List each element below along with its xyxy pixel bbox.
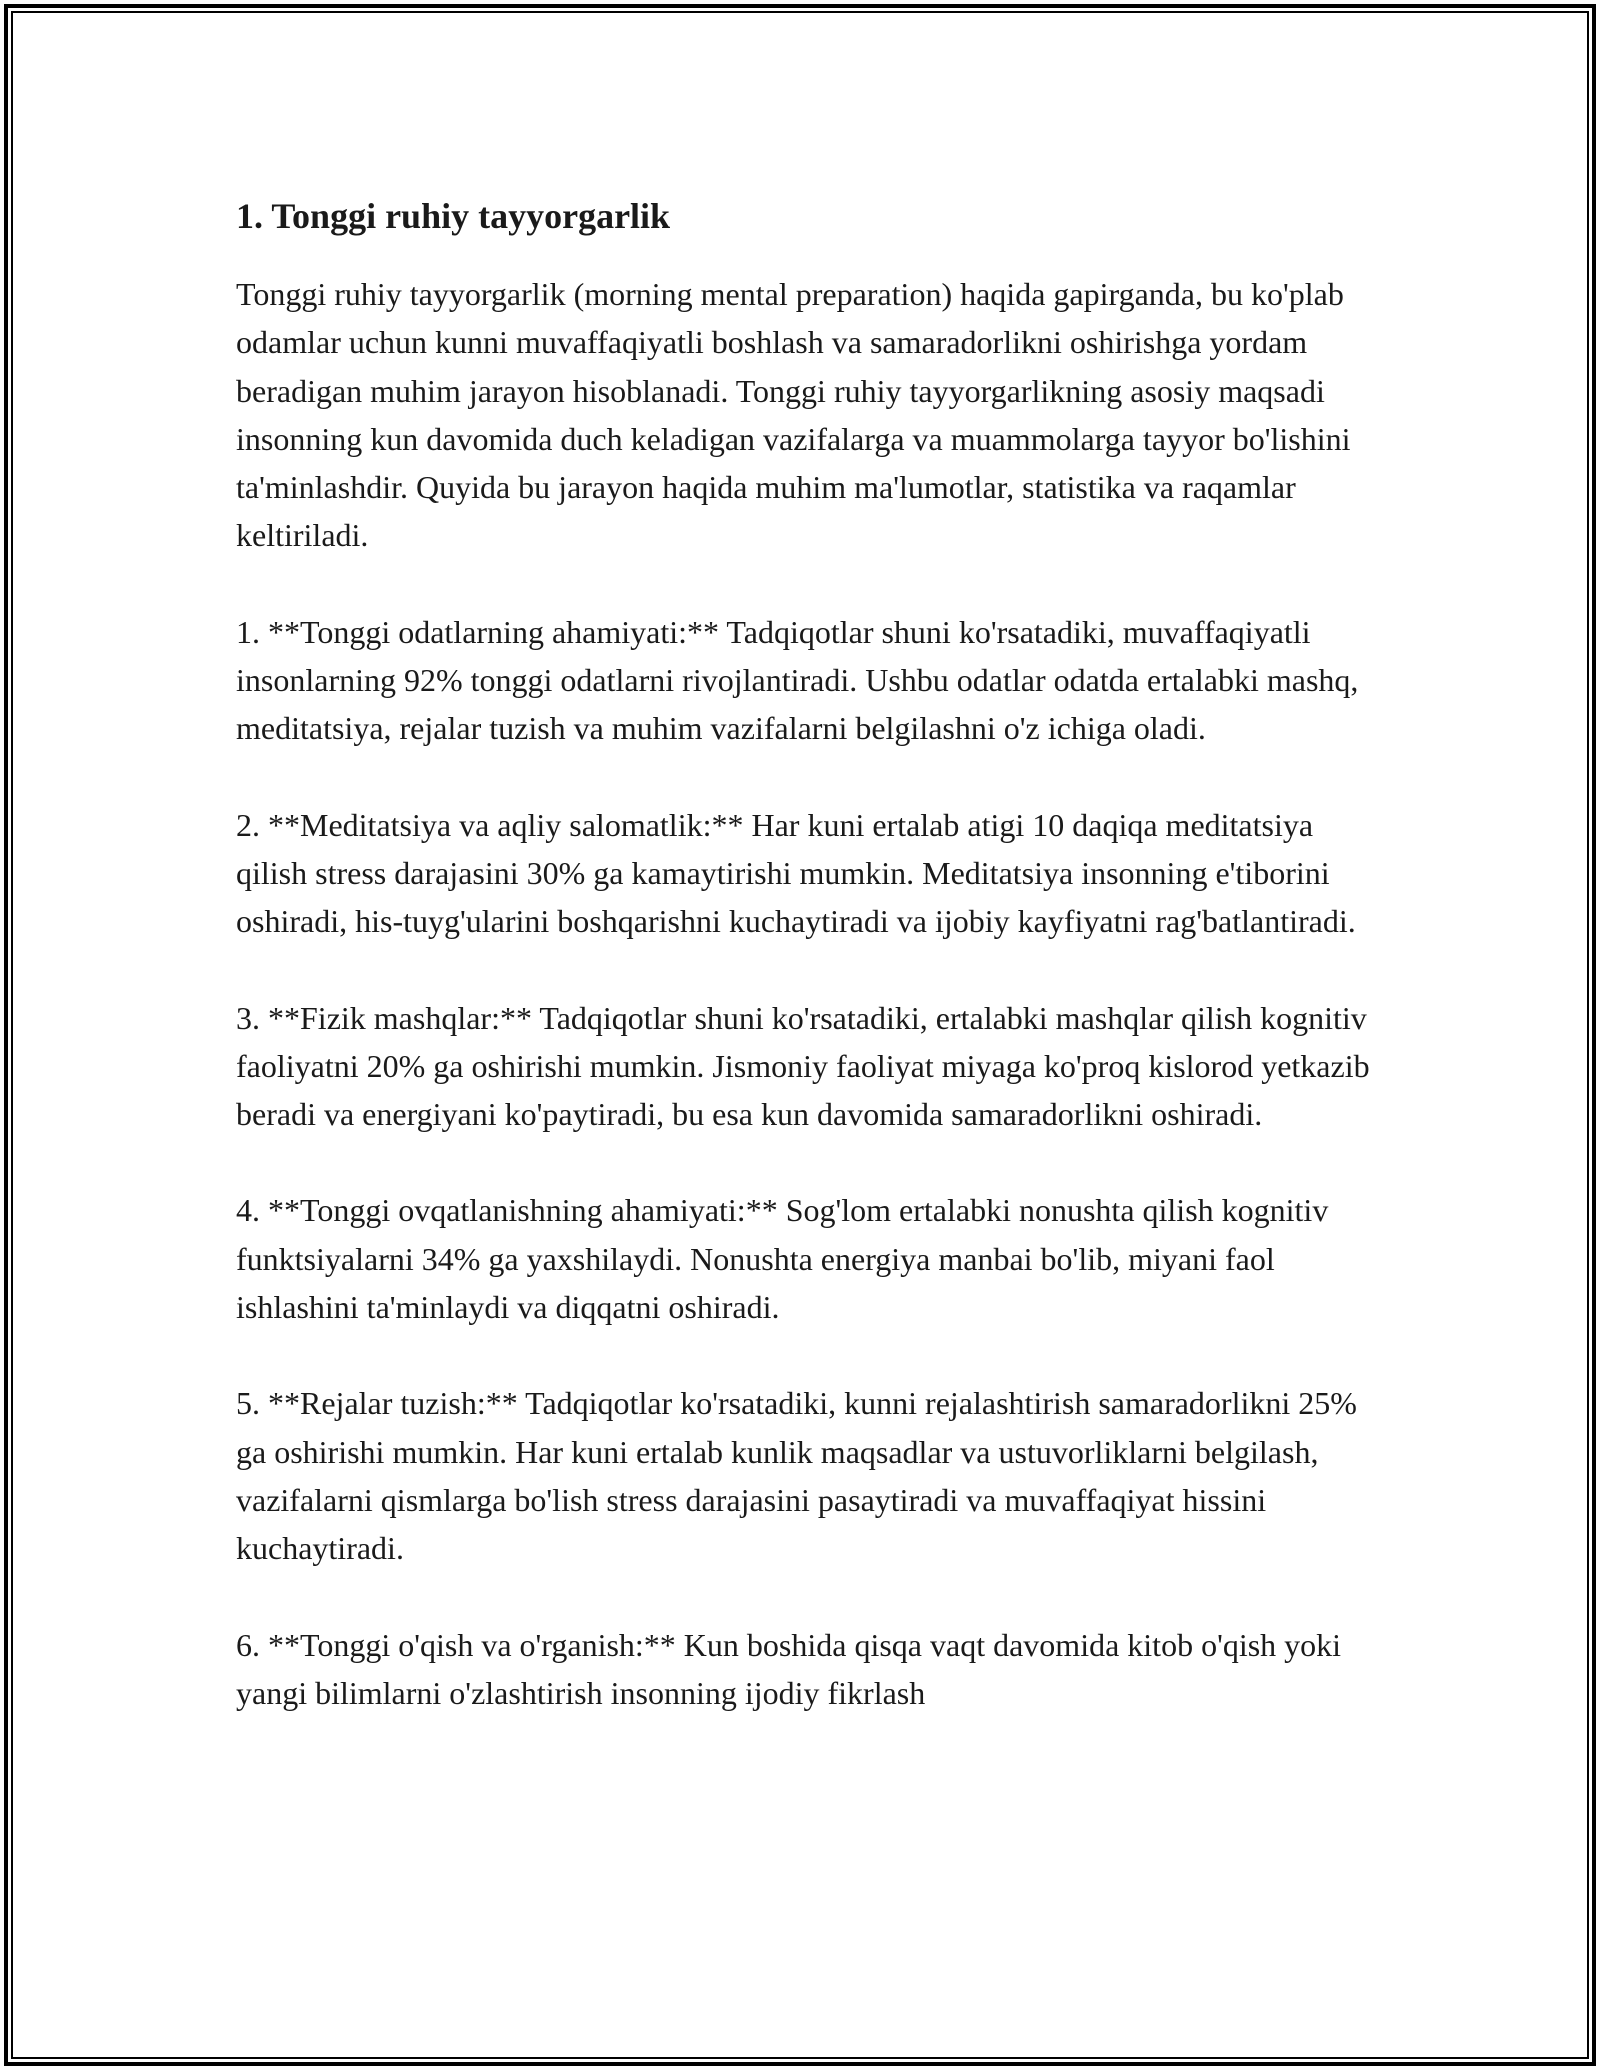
list-item-physical-exercise: 3. **Fizik mashqlar:** Tadqiqotlar shuni ko'rsatadiki, ertalabki mashqlar qilish kognitiv faoliyatni 20% ga oshirishi mumkin. Jismoniy faoliyat miyaga ko'proq kislorod yetkazib beradi va energiyani ko'paytiradi, bu esa kun davomida samaradorlikni oshiradi. (236, 999, 1370, 1133)
intro-paragraph: Tonggi ruhiy tayyorgarlik (morning mental preparation) haqida gapirganda, bu ko'plab odamlar uchun kunni muvaffaqiyatli boshlash va samaradorlikni oshirishga yordam beradigan muhim jarayon hisoblanadi. Tonggi ruhiy tayyorgarlikning asosiy maqsadi insonning kun davomida duch keladigan vazifalarga va muammolarga tayyor bo'lishini ta'minlashdir. Quyida bu jarayon haqida muhim ma'lumotlar, statistika va raqamlar keltiriladi. (236, 276, 1351, 554)
list-item-morning-habits: 1. **Tonggi odatlarning ahamiyati:** Tadqiqotlar shuni ko'rsatadiki, muvaffaqiyatli insonlarning 92% tonggi odatlarni rivojlantiradi. Ushbu odatlar odatda ertalabki mashq, meditatsiya, rejalar tuzish va muhim vazifalarni belgilashni o'z ichiga oladi. (236, 613, 1359, 747)
list-item-morning-reading: 6. **Tonggi o'qish va o'rganish:** Kun boshida qisqa vaqt davomida kitob o'qish yoki yangi bilimlarni o'zlashtirish insonning ijodiy fikrlash (236, 1626, 1342, 1711)
section-heading: 1. Tonggi ruhiy tayyorgarlik (236, 196, 671, 236)
list-item-meditation: 2. **Meditatsiya va aqliy salomatlik:** Har kuni ertalab atigi 10 daqiqa meditatsiya qilish stress darajasini 30% ga kamaytirishi mumkin. Meditatsiya insonning e'tiborini oshiradi, his-tuyg'ularini boshqarishni kuchaytiradi va ijobiy kayfiyatni rag'batlantiradi. (236, 806, 1356, 940)
list-item-planning: 5. **Rejalar tuzish:** Tadqiqotlar ko'rsatadiki, kunni rejalashtirish samaradorlikni 25% ga oshirishi mumkin. Har kuni ertalab kunlik maqsadlar va ustuvorliklarni belgilash, vazifalarni qismlarga bo'lish stress darajasini pasaytiradi va muvaffaqiyat hissini kuchaytiradi. (236, 1385, 1357, 1567)
document-body (236, 186, 1376, 1717)
list-item-morning-nutrition: 4. **Tonggi ovqatlanishning ahamiyati:** Sog'lom ertalabki nonushta qilish kognitiv funktsiyalarni 34% ga yaxshilaydi. Nonushta energiya manbai bo'lib, miyani faol ishlashini ta'minlaydi va diqqatni oshiradi. (236, 1192, 1329, 1326)
